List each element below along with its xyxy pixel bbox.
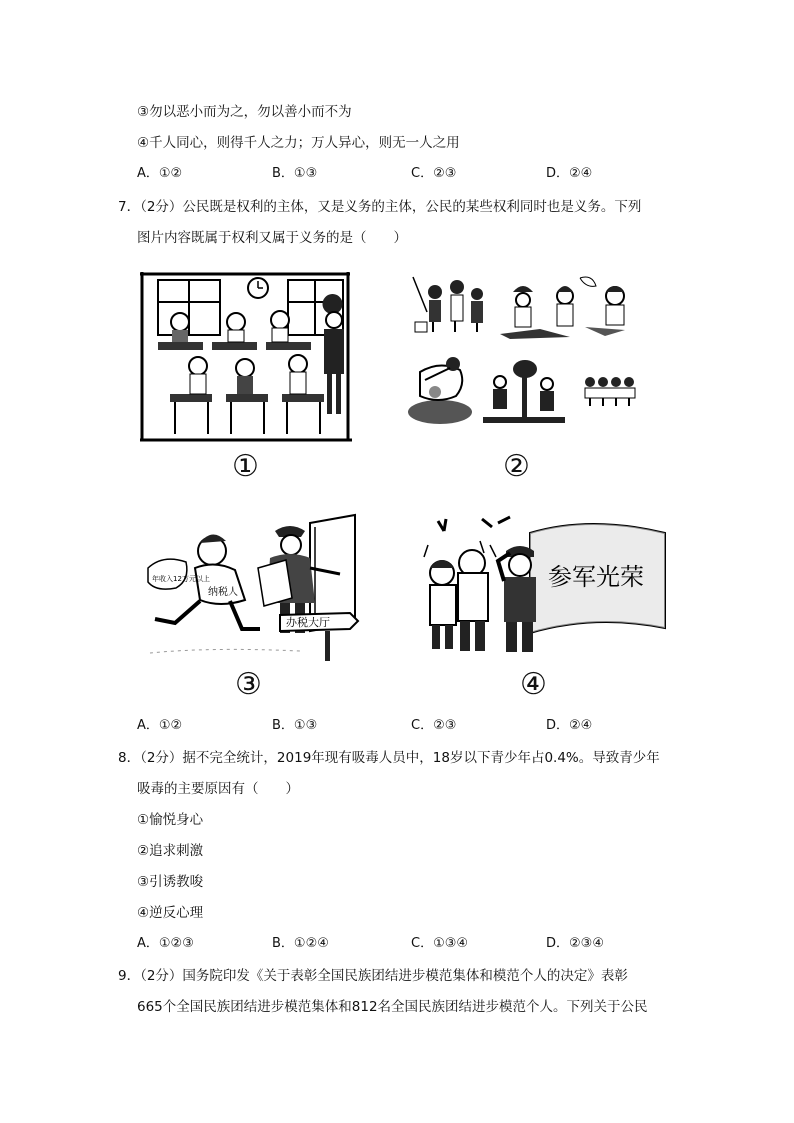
q8-option-b: B．①②④ [272,936,329,951]
picture-4-label: ④ [520,667,547,702]
q9-stem-line-1: 9．（2分）国务院印发《关于表彰全国民族团结进步模范集体和模范个人的决定》表彰 [118,968,628,984]
q8-option-c: C．①③④ [411,936,469,951]
picture-2-label: ② [503,449,530,484]
q6-item-3: ③勿以恶小而为之，勿以善小而不为 [137,104,352,120]
q8-stem-line-2: 吸毒的主要原因有（ ） [137,781,299,797]
q9-stem-line-2: 665个全国民族团结进步模范集体和812名全国民族团结进步模范个人。下列关于公民 [137,999,648,1015]
q6-option-a: A．①② [137,166,183,181]
q8-item-3: ③引诱教唆 [137,874,204,890]
picture-3-label: ③ [235,667,262,702]
q6-option-c: C．②③ [411,166,457,181]
q8-item-4: ④逆反心理 [137,905,204,921]
volunteer-activities-cartoon-image [405,272,645,432]
q7-stem-line-1: 7．（2分）公民既是权利的主体，又是义务的主体，公民的某些权利同时也是义务。下列 [118,199,642,215]
q8-option-a: A．①②③ [137,936,194,951]
q6-item-4: ④千人同心，则得千人之力；万人异心，则无一人之用 [137,135,460,151]
tax-payment-cartoon-image [140,513,365,663]
q7-stem-line-2: 图片内容既属于权利又属于义务的是（ ） [137,230,407,246]
q8-item-2: ②追求刺激 [137,843,204,859]
q6-option-b: B．①③ [272,166,318,181]
banner-text: 参军光荣 [548,563,644,591]
q6-option-d: D．②④ [546,166,593,181]
picture-1-label: ① [232,449,259,484]
q7-option-a: A．①② [137,718,183,733]
q7-option-c: C．②③ [411,718,457,733]
q8-item-1: ①愉悦身心 [137,812,204,828]
q8-stem-line-1: 8．（2分）据不完全统计，2019年现有吸毒人员中，18岁以下青少年占0.4%。导致青少年 [118,750,660,766]
bag-text: 纳税人 [208,587,238,598]
q7-option-d: D．②④ [546,718,593,733]
sign-text: 办税大厅 [286,616,330,629]
military-service-cartoon-image [420,513,670,658]
paper-text: 年收入12万元以上 [152,575,210,583]
q7-option-b: B．①③ [272,718,318,733]
classroom-cartoon-image [140,272,352,442]
q8-option-d: D．②③④ [546,936,604,951]
